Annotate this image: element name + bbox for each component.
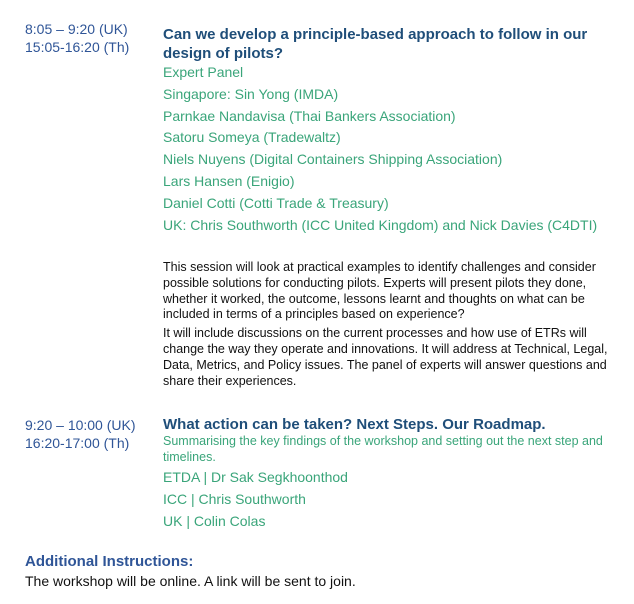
speaker-item: UK | Colin Colas (163, 512, 266, 529)
session1-panel-list (163, 62, 597, 236)
session2-speaker-list (163, 467, 348, 532)
session1-description (163, 260, 613, 392)
session1-time (25, 20, 129, 56)
session1-desc-paragraph-1: This session will look at practical examples to identify challenges and consider possible solutions for conducting pilots. Experts will present pilots they done, whether it worked, the outcome, lessons learnt and thoughts on what can be included in terms of a principles based on experience? (163, 260, 596, 322)
panel-item: Expert Panel (163, 64, 244, 80)
session2-time-uk: 9:20 – 10:00 (UK) (25, 417, 136, 433)
speaker-item: ICC | Chris Southworth (163, 490, 306, 507)
session1-title: Can we develop a principle-based approach to follow in our design of pilots? (163, 26, 588, 62)
additional-instructions-heading: Additional Instructions: (25, 553, 194, 570)
panel-item: Satoru Someya (Tradewaltz) (163, 129, 341, 146)
panel-item: Parnkae Nandavisa (Thai Bankers Association) (163, 107, 456, 124)
panel-item: Niels Nuyens (Digital Containers Shipping Association) (163, 151, 503, 168)
panel-item: Lars Hansen (Enigio) (163, 172, 295, 189)
panel-item: Singapore: Sin Yong (IMDA) (163, 85, 339, 102)
session1-desc-paragraph-2: It will include discussions on the current processes and how use of ETRs will change the way they operate and innovations. It will address at Technical, Legal, Data, Metrics, and Policy issues. The panel of experts will answer questions and share their experiences. (163, 326, 608, 388)
session2-summary: Summarising the key findings of the workshop and setting out the next step and timelines. (163, 434, 603, 464)
session1-time-th: 15:05-16:20 (Th) (25, 39, 130, 55)
session2-title: What action can be taken? Next Steps. Our Roadmap. (163, 416, 546, 433)
panel-item: Daniel Cotti (Cotti Trade & Treasury) (163, 194, 389, 211)
panel-item: UK: Chris Southworth (ICC United Kingdom) and Nick Davies (C4DTI) (163, 216, 598, 233)
session2-time (25, 416, 136, 452)
speaker-item: ETDA | Dr Sak Segkhoonthod (163, 469, 348, 485)
session2-time-th: 16:20-17:00 (Th) (25, 435, 130, 451)
additional-instructions-text: The workshop will be online. A link will be sent to join. (25, 573, 356, 589)
session1-time-uk: 8:05 – 9:20 (UK) (25, 21, 128, 37)
